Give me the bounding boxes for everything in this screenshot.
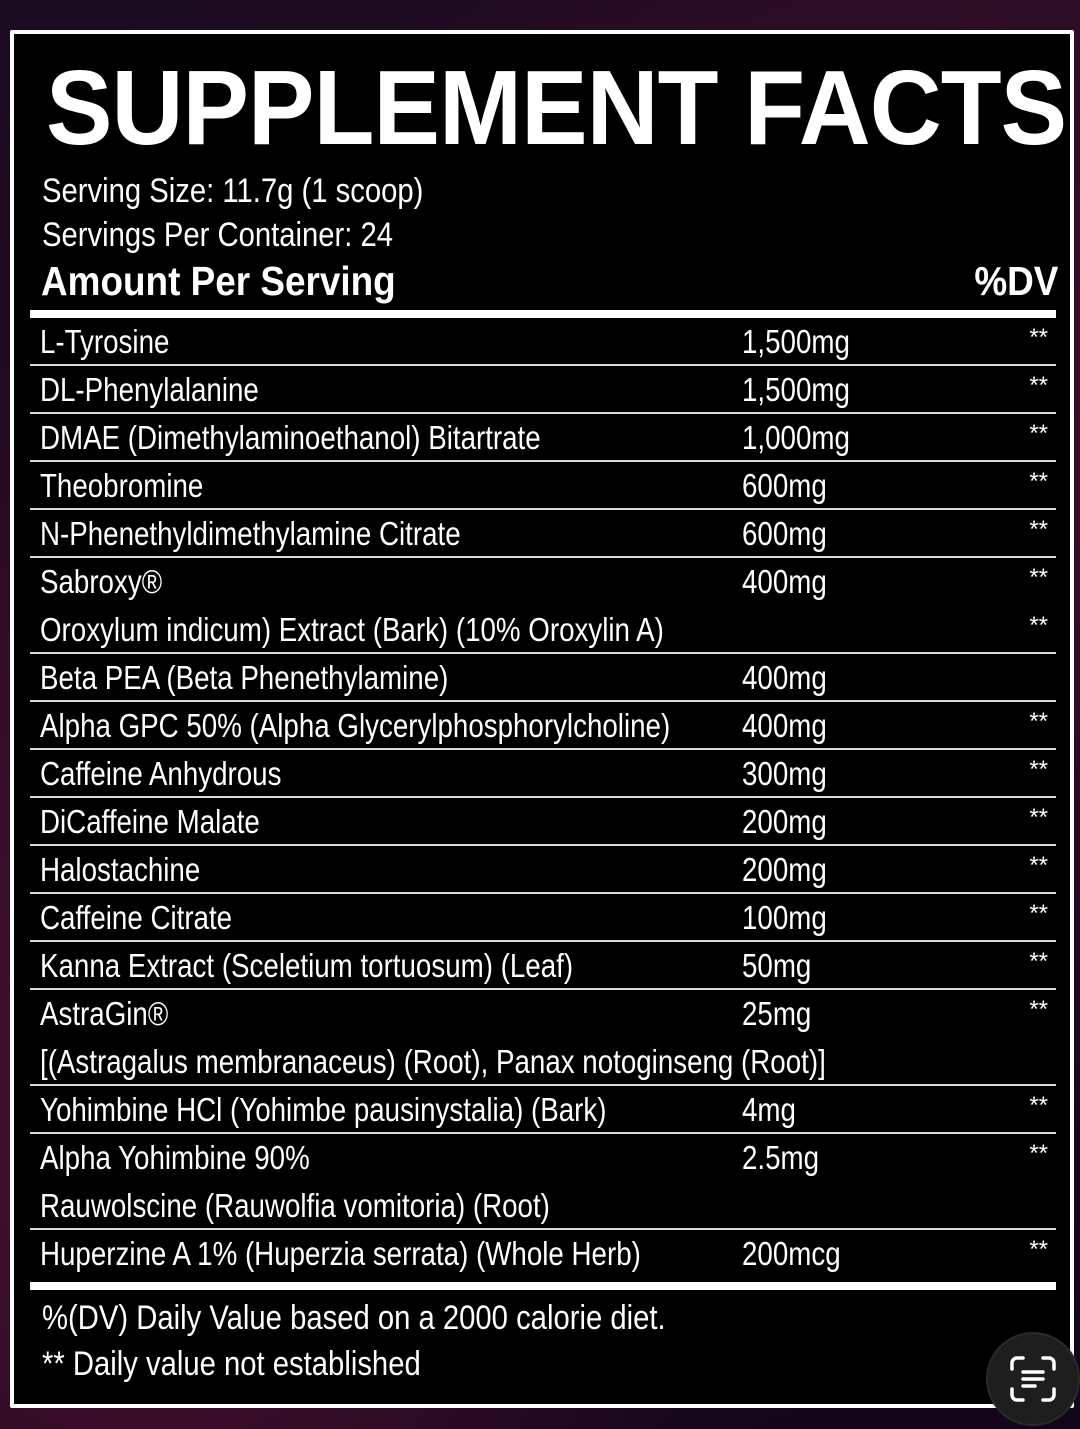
ingredient-name: DL-Phenylalanine <box>40 371 259 408</box>
ingredient-dv: ** <box>1029 612 1048 639</box>
ingredient-dv: ** <box>1029 324 1048 351</box>
ingredient-name: Alpha Yohimbine 90% <box>40 1139 310 1176</box>
ingredient-dv: ** <box>1029 756 1048 783</box>
scan-text-icon <box>1008 1354 1058 1404</box>
ingredient-dv: ** <box>1029 708 1048 735</box>
table-row <box>30 510 1056 558</box>
ingredient-dv: ** <box>1029 516 1048 543</box>
amount-per-serving-heading: Amount Per Serving <box>41 258 396 304</box>
ingredient-amount: 4mg <box>742 1091 796 1128</box>
table-row <box>30 1086 1056 1134</box>
serving-size: Serving Size: 11.7g (1 scoop) <box>42 172 424 210</box>
ingredient-name: Caffeine Anhydrous <box>40 755 282 792</box>
ingredient-amount: 200mcg <box>742 1235 841 1272</box>
ingredient-amount: 50mg <box>742 947 812 984</box>
ingredient-amount: 400mg <box>742 707 827 744</box>
table-row <box>30 894 1056 942</box>
ingredient-dv: ** <box>1029 372 1048 399</box>
ingredient-dv: ** <box>1029 804 1048 831</box>
table-row <box>30 462 1056 510</box>
ingredient-amount: 1,500mg <box>742 323 850 360</box>
ingredient-dv: ** <box>1029 468 1048 495</box>
dv-column-heading: %DV <box>973 258 1058 304</box>
ingredient-name: Beta PEA (Beta Phenethylamine) <box>40 659 449 696</box>
dv-footnote: %(DV) Daily Value based on a 2000 calorie diet. <box>42 1299 666 1337</box>
ingredient-dv: ** <box>1029 1236 1048 1263</box>
table-row <box>30 702 1056 750</box>
ingredient-dv: ** <box>1029 1140 1048 1167</box>
ingredient-dv: ** <box>1029 564 1048 591</box>
ingredient-amount: 300mg <box>742 755 827 792</box>
table-row <box>30 1182 1056 1230</box>
ingredient-amount: 400mg <box>742 563 827 600</box>
table-row <box>30 846 1056 894</box>
table-row <box>30 606 1056 654</box>
top-thick-divider <box>30 310 1056 318</box>
ingredient-amount: 100mg <box>742 899 827 936</box>
table-row <box>30 366 1056 414</box>
scan-text-button[interactable] <box>988 1334 1078 1424</box>
ingredient-amount: 25mg <box>742 995 812 1032</box>
ingredient-name: Alpha GPC 50% (Alpha Glycerylphosphorylcholine) <box>40 707 671 744</box>
table-row <box>30 318 1056 366</box>
ingredient-amount: 600mg <box>742 467 827 504</box>
table-row <box>30 1230 1056 1278</box>
table-row <box>30 654 1056 702</box>
ingredient-name: Oroxylum indicum) Extract (Bark) (10% Oroxylin A) <box>40 611 664 648</box>
panel-title: SUPPLEMENT FACTS <box>46 49 1067 167</box>
ingredient-name: N-Phenethyldimethylamine Citrate <box>40 515 461 552</box>
ingredient-dv: ** <box>1029 900 1048 927</box>
ingredient-amount: 200mg <box>742 851 827 888</box>
not-established-footnote: ** Daily value not established <box>42 1345 421 1383</box>
table-row <box>30 1134 1056 1182</box>
ingredient-table <box>30 318 1056 1278</box>
ingredient-amount: 600mg <box>742 515 827 552</box>
table-row <box>30 414 1056 462</box>
ingredient-name: Huperzine A 1% (Huperzia serrata) (Whole Herb) <box>40 1235 641 1272</box>
ingredient-dv: ** <box>1029 1092 1048 1119</box>
table-row <box>30 750 1056 798</box>
ingredient-amount: 200mg <box>742 803 827 840</box>
bottom-thick-divider <box>30 1282 1056 1290</box>
ingredient-name: DiCaffeine Malate <box>40 803 260 840</box>
ingredient-dv: ** <box>1029 420 1048 447</box>
ingredient-name: Sabroxy® <box>40 563 163 600</box>
table-row <box>30 1038 1056 1086</box>
ingredient-dv: ** <box>1029 852 1048 879</box>
ingredient-name: L-Tyrosine <box>40 323 170 360</box>
ingredient-name: [(Astragalus membranaceus) (Root), Panax notoginseng (Root)] <box>40 1043 826 1080</box>
ingredient-amount: 1,000mg <box>742 419 850 456</box>
table-row <box>30 798 1056 846</box>
supplement-facts-panel <box>10 30 1074 1408</box>
ingredient-amount: 1,500mg <box>742 371 850 408</box>
ingredient-name: DMAE (Dimethylaminoethanol) Bitartrate <box>40 419 541 456</box>
table-row <box>30 990 1056 1038</box>
ingredient-name: Theobromine <box>40 467 204 504</box>
ingredient-name: Halostachine <box>40 851 201 888</box>
ingredient-name: AstraGin® <box>40 995 169 1032</box>
ingredient-amount: 400mg <box>742 659 827 696</box>
table-row <box>30 942 1056 990</box>
ingredient-name: Caffeine Citrate <box>40 899 233 936</box>
ingredient-amount: 2.5mg <box>742 1139 820 1176</box>
ingredient-name: Rauwolscine (Rauwolfia vomitoria) (Root) <box>40 1187 550 1224</box>
servings-per-container: Servings Per Container: 24 <box>42 216 394 254</box>
ingredient-dv: ** <box>1029 948 1048 975</box>
ingredient-name: Kanna Extract (Sceletium tortuosum) (Leaf) <box>40 947 574 984</box>
ingredient-name: Yohimbine HCl (Yohimbe pausinystalia) (Bark) <box>40 1091 607 1128</box>
table-row <box>30 558 1056 606</box>
ingredient-dv: ** <box>1029 996 1048 1023</box>
